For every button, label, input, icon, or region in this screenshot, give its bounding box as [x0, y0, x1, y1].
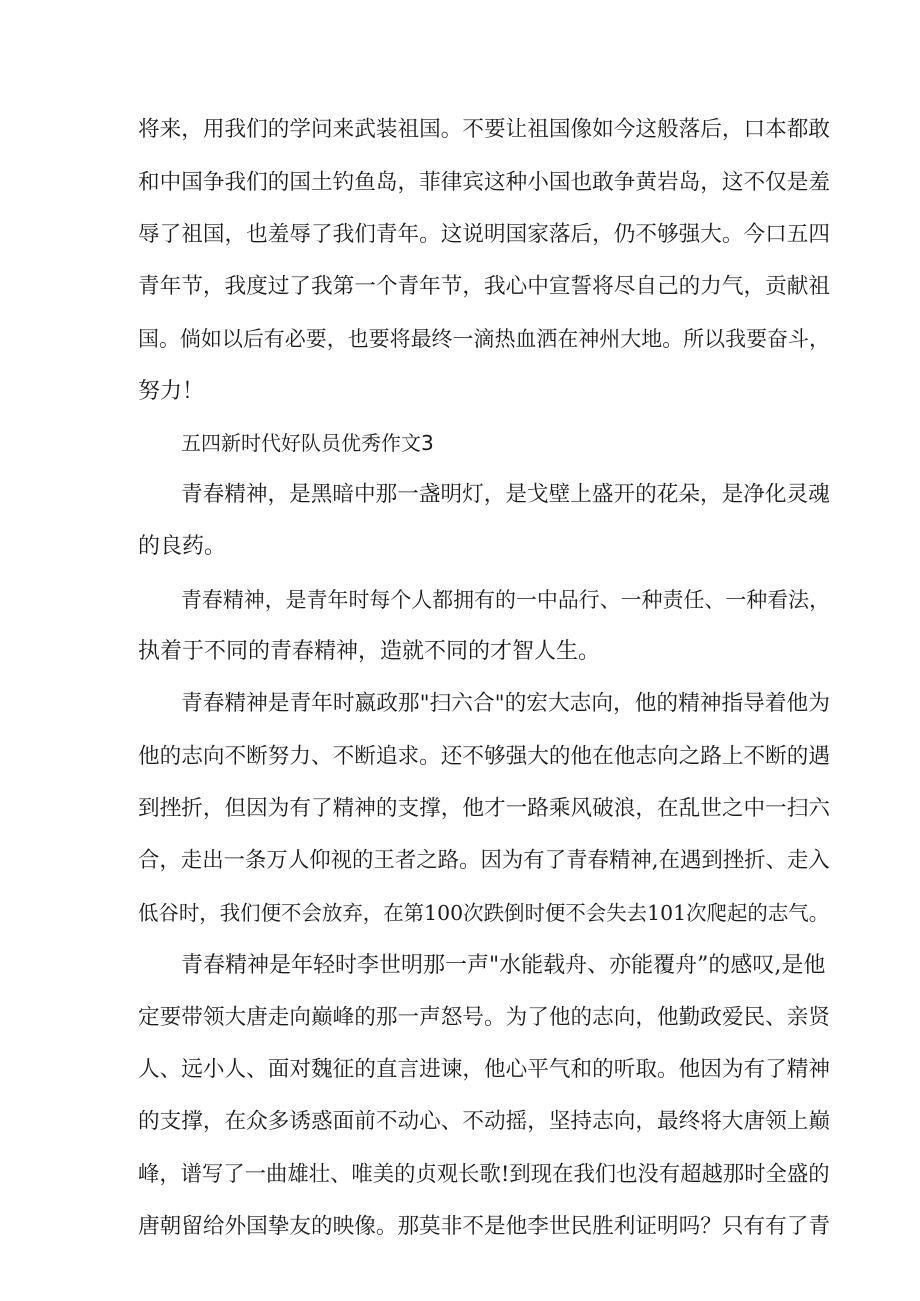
- paragraph-1-line-3: 辱了祖国，也羞辱了我们青年。这说明国家落后，仍不够强大。今口五四: [138, 222, 831, 247]
- paragraph-1-line-2: 和中国争我们的国土钓鱼岛，菲律宾这种小国也敢争黄岩岛，这不仅是羞: [138, 170, 831, 195]
- paragraph-5-line-6: 唐朝留给外国挚友的映像。那莫非不是他李世民胜利证明吗？只有有了青: [138, 1214, 831, 1239]
- section-heading: 五四新时代好队员优秀作文3: [181, 431, 434, 455]
- paragraph-1-line-6: 努力！: [138, 379, 205, 404]
- paragraph-5-line-2: 定要带领大唐走向巅峰的那一声怒号。为了他的志向，他勤政爱民、亲贤: [138, 1005, 831, 1030]
- paragraph-4-line-1: 青春精神是青年时嬴政那"扫六合"的宏大志向，他的精神指导着他为: [181, 691, 830, 716]
- paragraph-3-line-1: 青春精神，是青年时每个人都拥有的一中品行、一种责任、一种看法，: [181, 588, 831, 612]
- paragraph-1-line-4: 青年节，我度过了我第一个青年节，我心中宣誓将尽自己的力气，贡献祖: [138, 274, 831, 299]
- paragraph-5-line-3: 人、远小人、面对魏征的直言进谏，他心平气和的听取。他因为有了精神: [138, 1057, 831, 1082]
- paragraph-2-line-2: 的良药。: [138, 534, 227, 559]
- paragraph-1-line-5: 国。倘如以后有必要，也要将最终一滴热血洒在神州大地。所以我要奋斗，: [138, 327, 830, 351]
- paragraph-4-line-2: 他的志向不断努力、不断追求。还不够强大的他在他志向之路上不断的遇: [138, 744, 831, 769]
- paragraph-4-line-3: 到挫折，但因为有了精神的支撑，他才一路乘风破浪，在乱世之中一扫六: [138, 796, 831, 821]
- paragraph-5-line-1: 青春精神是年轻时李世明那一声"水能载舟、亦能覆舟”的感叹,是他: [181, 953, 826, 978]
- paragraph-4-line-4: 合，走出一条万人仰视的王者之路。因为有了青春精神,在遇到挫折、走入: [138, 848, 830, 873]
- paragraph-5-line-4: 的支撑，在众多诱惑面前不动心、不动摇，坚持志向，最终将大唐领上巅: [138, 1109, 831, 1134]
- paragraph-3-line-2: 执着于不同的青春精神，造就不同的才智人生。: [138, 639, 601, 664]
- paragraph-1-line-1: 将来，用我们的学问来武装祖国。不要让祖国像如今这般落后，口本都敢: [138, 117, 831, 142]
- paragraph-4-line-5: 低谷时，我们便不会放弃，在第100次跌倒时便不会失去101次爬起的志气。: [138, 901, 830, 925]
- paragraph-5-line-5: 峰，谱写了一曲雄壮、唯美的贞观长歌!到现在我们也没有超越那时全盛的: [138, 1162, 830, 1187]
- paragraph-2-line-1: 青春精神，是黑暗中那一盏明灯，是戈壁上盛开的花朵，是净化灵魂: [181, 482, 830, 507]
